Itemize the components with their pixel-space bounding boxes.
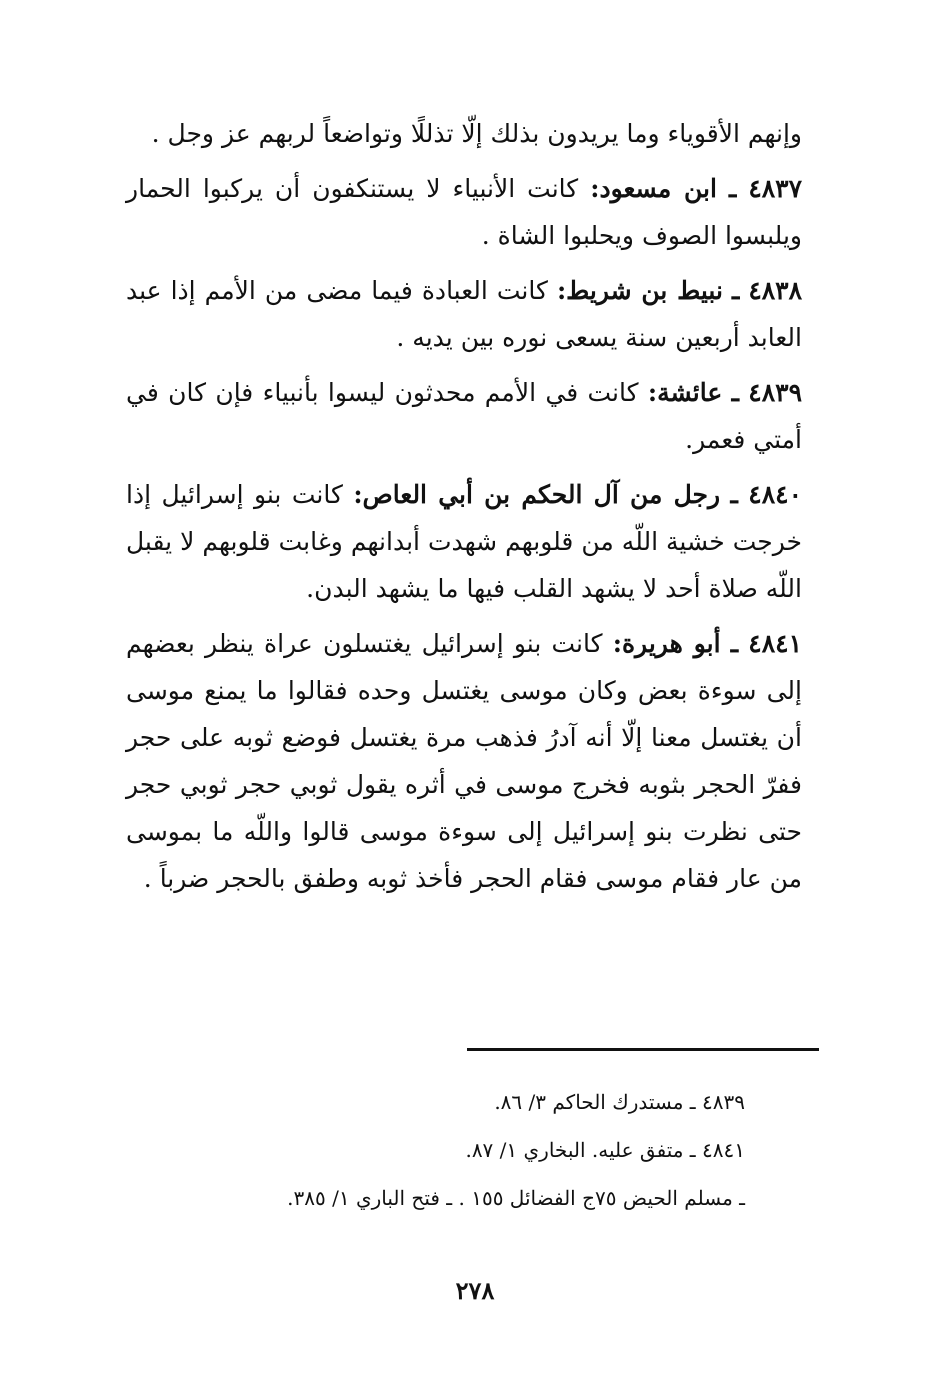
entry-4839 bbox=[126, 369, 802, 463]
footnote-4841-continued: ـ مسلم الحيض ٧٥ج الفضائل ١٥٥ . ـ فتح الباري ١/ ٣٨٥. bbox=[287, 1186, 745, 1210]
entry-text: كانت بنو إسرائيل يغتسلون عراة ينظر بعضهم إلى سوءة بعض وكان موسى يغتسل وحده فقالوا ما يمنع موسى أن يغتسل معنا إلّا أنه آدرُ فذهب مرة يغتسل فوضع ثوبه على حجر ففرّ الحجر بثوبه فخرج موسى في أثره يقول ثوبي حجر ثوبي حجر حتى نظرت بنو إسرائيل إلى سوءة موسى قالوا واللّه ما بموسى من عار فقام موسى فقام الحجر فأخذ ثوبه وطفق بالحجر ضرباً . bbox=[126, 629, 802, 893]
entry-speaker: رجل من آل الحكم بن أبي العاص: bbox=[353, 480, 721, 509]
entry-separator: ـ bbox=[728, 174, 737, 203]
entry-text: كانت بنو إسرائيل إذا خرجت خشية اللّه من قلوبهم شهدت أبدانهم وغابت قلوبهم لا يقبل اللّه صلاة أحد لا يشهد القلب فيها ما يشهد البدن. bbox=[126, 480, 802, 603]
entry-speaker: ابن مسعود: bbox=[590, 174, 717, 203]
entry-text: كانت في الأمم محدثون ليسوا بأنبياء فإن كان في أمتي فعمر. bbox=[126, 378, 802, 454]
footnotes bbox=[200, 1078, 745, 1222]
entry-4838 bbox=[126, 267, 802, 361]
entry-speaker: عائشة: bbox=[647, 378, 723, 407]
entry-number: ٤٨٣٨ bbox=[748, 276, 803, 305]
entry-number: ٤٨٣٩ bbox=[748, 378, 803, 407]
entry-number: ٤٨٤١ bbox=[748, 629, 802, 658]
entry-4837 bbox=[126, 165, 802, 259]
entry-speaker: أبو هريرة: bbox=[612, 629, 721, 658]
entry-text: كانت الأنبياء لا يستنكفون أن يركبوا الحمار ويلبسوا الصوف ويحلبوا الشاة . bbox=[126, 174, 802, 250]
entry-separator: ـ bbox=[730, 480, 738, 509]
intro-paragraph: وإنهم الأقوياء وما يريدون بذلك إلّا تذللًا وتواضعاً لربهم عز وجل . bbox=[151, 119, 802, 148]
footnote-4841: ٤٨٤١ ـ متفق عليه. البخاري ١/ ٨٧. bbox=[465, 1138, 745, 1162]
entry-4841 bbox=[126, 620, 802, 902]
entry-separator: ـ bbox=[730, 629, 739, 658]
footnote-4839: ٤٨٣٩ ـ مستدرك الحاكم ٣/ ٨٦. bbox=[494, 1090, 745, 1114]
main-text bbox=[126, 110, 802, 910]
entry-number: ٤٨٤٠ bbox=[748, 480, 803, 509]
entry-4840 bbox=[126, 471, 802, 612]
page-number: ٢٧٨ bbox=[455, 1276, 495, 1305]
footnote-divider bbox=[467, 1048, 819, 1051]
entry-speaker: نبيط بن شريط: bbox=[556, 276, 723, 305]
entry-number: ٤٨٣٧ bbox=[748, 174, 803, 203]
entry-separator: ـ bbox=[731, 276, 740, 305]
entry-separator: ـ bbox=[731, 378, 739, 407]
entry-text: كانت العبادة فيما مضى من الأمم إذا عبد العابد أربعين سنة يسعى نوره بين يديه . bbox=[126, 276, 802, 352]
